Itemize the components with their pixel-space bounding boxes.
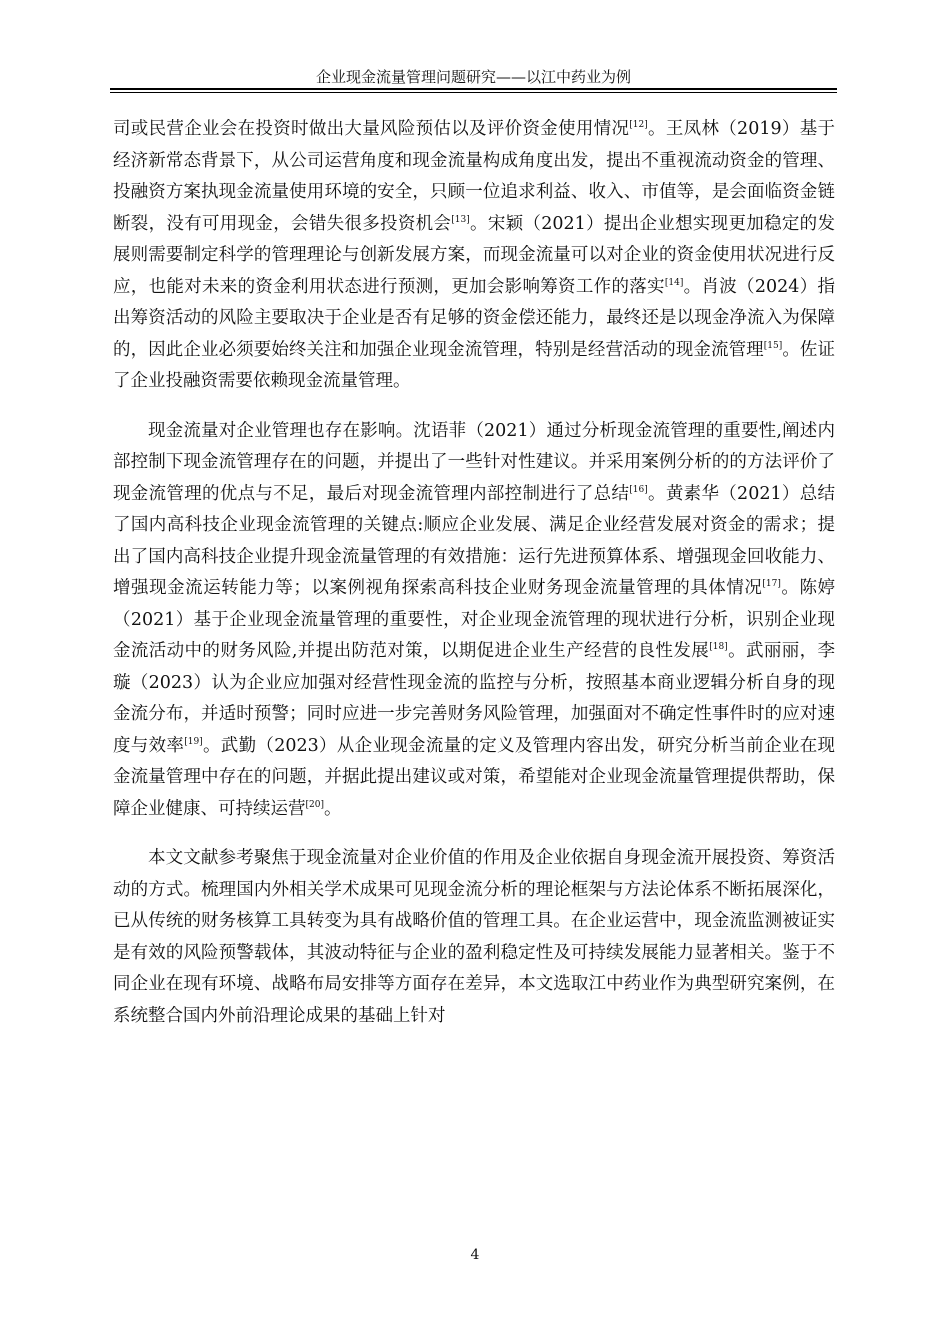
citation-ref: [14] bbox=[664, 277, 684, 288]
text-run: 现金流量对企业管理也存在影响。沈语菲（2021）通过分析现金流管理的重要性,阐述内部控制下现金流管理存在的问题，并提出了一些针对性建议。并采用案例分析的的方法评价了现金流管理的优点与不足，最后对现金流管理内部控制进行了总结 bbox=[113, 420, 835, 504]
citation-ref: [12] bbox=[629, 120, 648, 131]
paragraph-3 bbox=[113, 843, 835, 1032]
citation-ref: [16] bbox=[629, 484, 648, 495]
citation-ref: [19] bbox=[184, 736, 203, 747]
citation-ref: [15] bbox=[763, 340, 783, 351]
citation-ref: [18] bbox=[709, 642, 728, 653]
body-text bbox=[113, 114, 835, 1032]
text-run: 。宋颖（2021）提出企业想实现更加稳定的发展则需要制定科学的管理理论与创新发展方案，而现金流量可以对企业的资金使用状况进行反应，也能对未来的资金利用状态进行预测，更加会影响筹资工作的落实 bbox=[113, 213, 835, 297]
text-run: 。肖波（2024）指出筹资活动的风险主要取决于企业是否有足够的资金偿还能力，最终还是以现金净流入为保障的，因此企业必须要始终关注和加强企业现金流管理，特别是经营活动的现金流管理 bbox=[113, 276, 835, 360]
text-run: 。 bbox=[323, 798, 342, 819]
citation-ref: [20] bbox=[305, 799, 324, 810]
citation-ref: [13] bbox=[451, 214, 470, 225]
header-rule-thick bbox=[110, 88, 837, 90]
text-run: 司或民营企业会在投资时做出大量风险预估以及评价资金使用情况 bbox=[113, 119, 630, 139]
text-run: 本文文献参考聚焦于现金流量对企业价值的作用及企业依据自身现金流开展投资、筹资活动的方式。梳理国内外相关学术成果可见现金流分析的理论框架与方法论体系不断拓展深化，已从传统的财务核算工具转变为具有战略价值的管理工具。在企业运营中，现金流监测被证实是有效的风险预警载体，其波动特征与企业的盈利稳定性及可持续发展能力显著相关。鉴于不同企业在现有环境、战略布局安排等方面存在差异，本文选取江中药业作为典型研究案例，在系统整合国内外前沿理论成果的基础上针对 bbox=[113, 848, 835, 1026]
page-number: 4 bbox=[470, 1247, 480, 1263]
header-rule-thin bbox=[110, 92, 837, 93]
paragraph-2 bbox=[113, 416, 835, 826]
paragraph-1 bbox=[113, 114, 835, 398]
text-run: 。武勤（2023）从企业现金流量的定义及管理内容出发，研究分析当前企业在现金流量管理中存在的问题，并据此提出建议或对策，希望能对企业现金流量管理提供帮助，保障企业健康、可持续运营 bbox=[113, 735, 835, 819]
citation-ref: [17] bbox=[762, 579, 781, 590]
text-run: 。陈婷（2021）基于企业现金流量管理的重要性，对企业现金流管理的现状进行分析，识别企业现金流活动中的财务风险,并提出防范对策，以期促进企业生产经营的良性发展 bbox=[113, 578, 836, 661]
text-run: 。佐证了企业投融资需要依赖现金流量管理。 bbox=[113, 339, 835, 391]
running-header: 企业现金流量管理问题研究——以江中药业为例 bbox=[315, 68, 631, 86]
text-run: 。王凤林（2019）基于经济新常态背景下，从公司运营角度和现金流量构成角度出发，提出不重视流动资金的管理、投融资方案执现金流量使用环境的安全，只顾一位追求利益、收入、市值等，是会面临资金链断裂，没有可用现金，会错失很多投资机会 bbox=[113, 119, 836, 234]
text-run: 。黄素华（2021）总结了国内高科技企业现金流管理的关键点:顺应企业发展、满足企业经营发展对资金的需求；提出了国内高科技企业提升现金流量管理的有效措施：运行先进预算体系、增强现金回收能力、增强现金流运转能力等；以案例视角探索高科技企业财务现金流量管理的具体情况 bbox=[113, 483, 836, 598]
text-run: 。武丽丽，李璇（2023）认为企业应加强对经营性现金流的监控与分析，按照基本商业逻辑分析自身的现金流分布，并适时预警；同时应进一步完善财务风险管理，加强面对不确定性事件时的应对速度与效率 bbox=[113, 641, 836, 756]
